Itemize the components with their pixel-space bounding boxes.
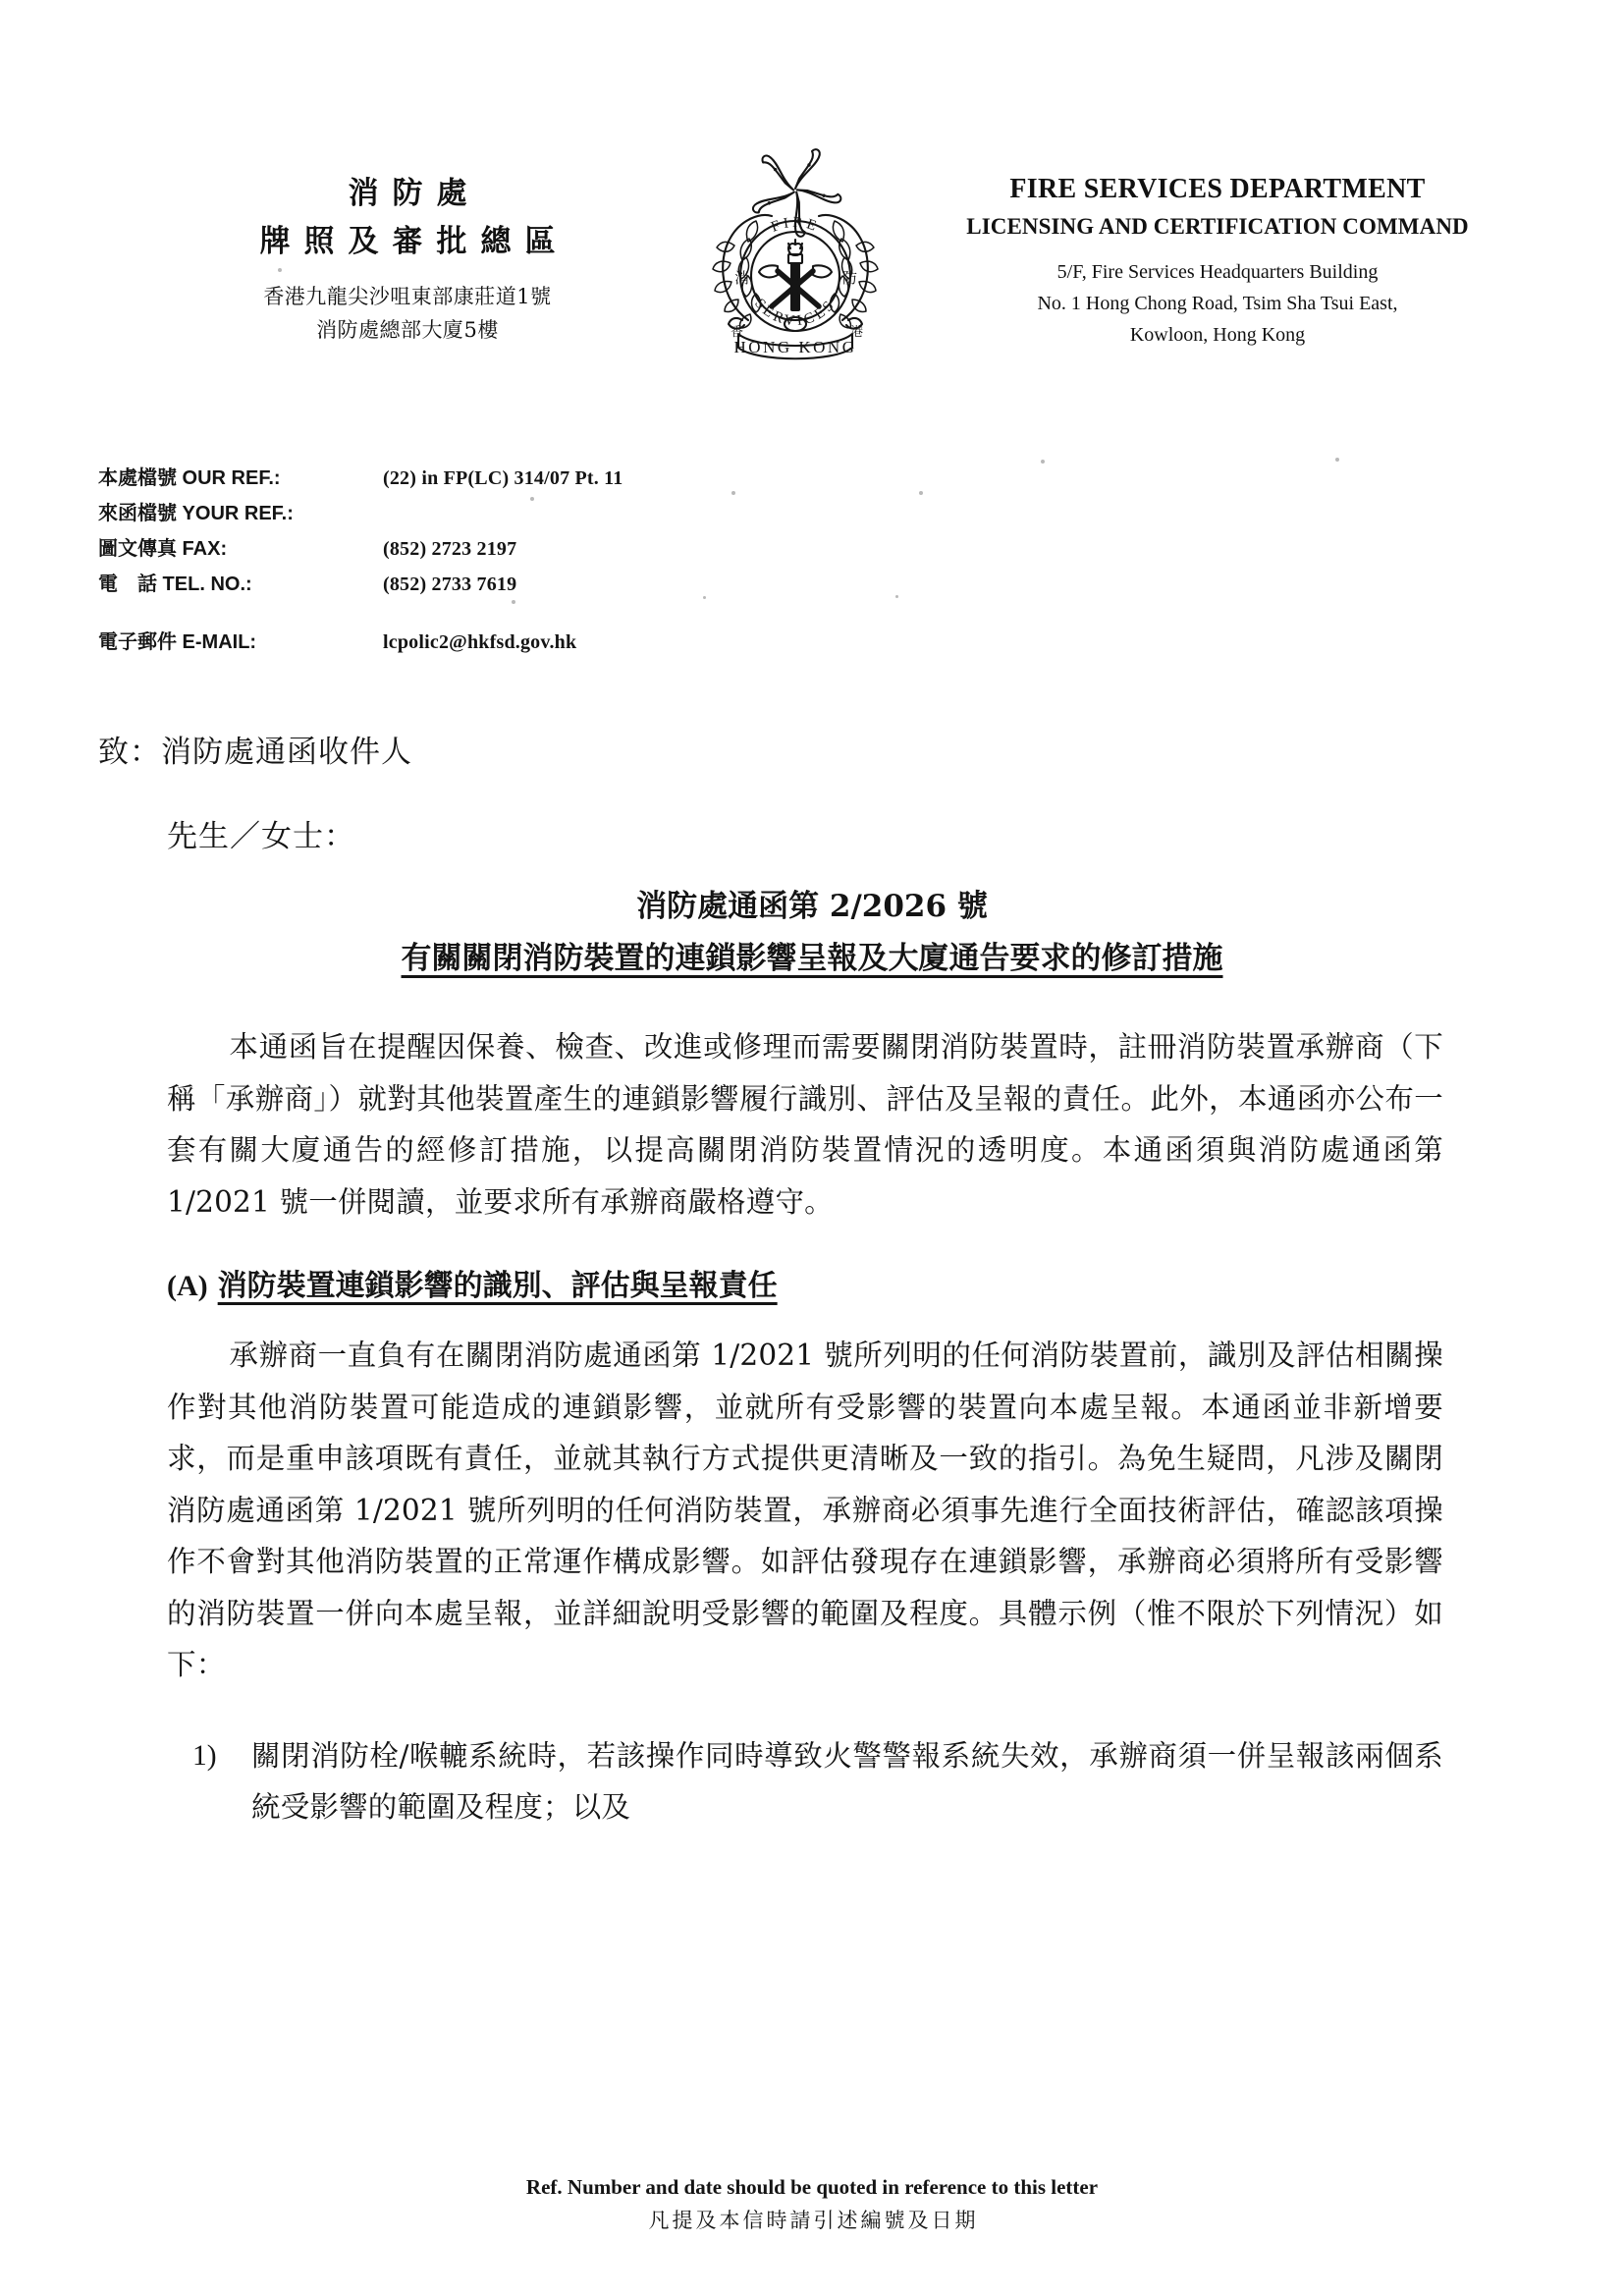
- tel-value: (852) 2733 7619: [383, 574, 517, 595]
- our-ref-label: 本處檔號 OUR REF.:: [98, 467, 281, 489]
- section-a-paragraph: 承辦商一直負有在關閉消防處通函第 1/2021 號所列明的任何消防裝置前，識別及評估相關操作對其他消防裝置可能造成的連鎖影響，並就所有受影響的裝置向本處呈報。本通函並非新增要求，而是重申該項既有責任，並就其執行方式提供更清晰及一致的指引。為免生疑問，凡涉及關閉消防處通函第 1/2021 號所列明的任何消防裝置，承辦商必須事先進行全面技術評估，確認該項操作不會對其他消防裝置的正常運作構成影響。如評估發現存在連鎖影響，承辦商必須將所有受影響的消防裝置一併向本處呈報，並詳細說明受影響的範圍及程度。具體示例（惟不限於下列情況）如下：: [167, 1339, 1443, 1681]
- org-name-en: FIRE SERVICES DEPARTMENT: [1009, 174, 1426, 204]
- email-label: 電子郵件 E-MAIL:: [98, 631, 257, 653]
- org-division-cn: 牌照及審批總區: [259, 223, 569, 259]
- reference-block: [98, 462, 982, 661]
- crest-ring-top-text: FIRE: [769, 214, 822, 236]
- letter-body: [167, 1021, 1443, 1855]
- fire-services-crest-icon: [687, 147, 903, 383]
- document-title: [98, 884, 1526, 981]
- org-address-cn-line2: 消防處總部大廈5樓: [316, 317, 499, 342]
- scan-speck: [1335, 458, 1339, 462]
- scan-speck: [1041, 460, 1045, 464]
- reference-row-fax: [98, 532, 982, 561]
- reference-row-your-ref: [98, 497, 982, 525]
- org-address-en-line2: No. 1 Hong Chong Road, Tsim Sha Tsui East,: [1037, 293, 1398, 315]
- section-a-heading: [167, 1261, 1443, 1304]
- org-address-cn-line1: 香港九龍尖沙咀東部康莊道1號: [263, 284, 552, 308]
- org-name-cn: 消防處: [348, 176, 481, 211]
- circular-subject: 有關關閉消防裝置的連鎖影響呈報及大廈通告要求的修訂措施: [401, 940, 1223, 976]
- list-item-marker: 1): [192, 1739, 217, 1772]
- crest-ring-bottom-text: SERVICES: [751, 296, 839, 330]
- tel-label: 電 話 TEL. NO.:: [98, 574, 252, 595]
- section-a-item-list: [167, 1730, 1443, 1833]
- addressee-line: 致：消防處通函收件人: [98, 735, 412, 770]
- reference-row-email: [98, 626, 982, 654]
- section-a-letter: (A): [167, 1270, 208, 1302]
- list-item-text: 關閉消防栓/喉轆系統時，若該操作同時導致火警警報系統失效，承辦商須一併呈報該兩個系統受影響的範圍及程度；以及: [251, 1738, 1443, 1824]
- org-address-en-line1: 5/F, Fire Services Headquarters Building: [1056, 261, 1379, 284]
- list-item: [167, 1730, 1443, 1833]
- salutation-line: 先生／女士：: [167, 819, 355, 854]
- section-a-title: 消防裝置連鎖影響的識別、評估與呈報責任: [217, 1269, 778, 1303]
- footer-note-en: Ref. Number and date should be quoted in reference to this letter: [525, 2175, 1099, 2199]
- crest-base-char-right: 港: [850, 325, 864, 340]
- letterhead-english: [923, 172, 1512, 351]
- page-footer: [0, 2172, 1624, 2236]
- crest-char-right: 防: [842, 269, 858, 287]
- reference-row-tel: [98, 568, 982, 596]
- crest-scroll-text: HONG KONG: [733, 338, 857, 356]
- reference-row-our-ref: [98, 462, 982, 490]
- your-ref-label: 來函檔號 YOUR REF.:: [98, 503, 294, 524]
- footer-note-cn: 凡提及本信時請引述編號及日期: [648, 2208, 979, 2232]
- crest-base-char-left: 香: [731, 325, 744, 340]
- intro-paragraph: 本通函旨在提醒因保養、檢查、改進或修理而需要關閉消防裝置時，註冊消防裝置承辦商（下稱「承辦商」）就對其他裝置產生的連鎖影響履行識別、評估及呈報的責任。此外，本通函亦公布一套有關大廈通告的經修訂措施，以提高關閉消防裝置情況的透明度。本通函須與消防處通函第 1/2021 號一併閱讀，並要求所有承辦商嚴格遵守。: [167, 1030, 1443, 1219]
- email-value: lcpolic2@hkfsd.gov.hk: [383, 631, 577, 653]
- crest-char-left: 消: [734, 269, 750, 287]
- fax-label: 圖文傳真 FAX:: [98, 538, 228, 560]
- org-address-en-line3: Kowloon, Hong Kong: [1129, 323, 1306, 346]
- letterhead: [0, 147, 1624, 442]
- org-division-en: LICENSING AND CERTIFICATION COMMAND: [966, 214, 1469, 240]
- our-ref-value: (22) in FP(LC) 314/07 Pt. 11: [383, 467, 623, 489]
- letterhead-chinese: [147, 172, 668, 347]
- circular-number: 消防處通函第 2/2026 號: [636, 889, 988, 924]
- fax-value: (852) 2723 2197: [383, 538, 517, 560]
